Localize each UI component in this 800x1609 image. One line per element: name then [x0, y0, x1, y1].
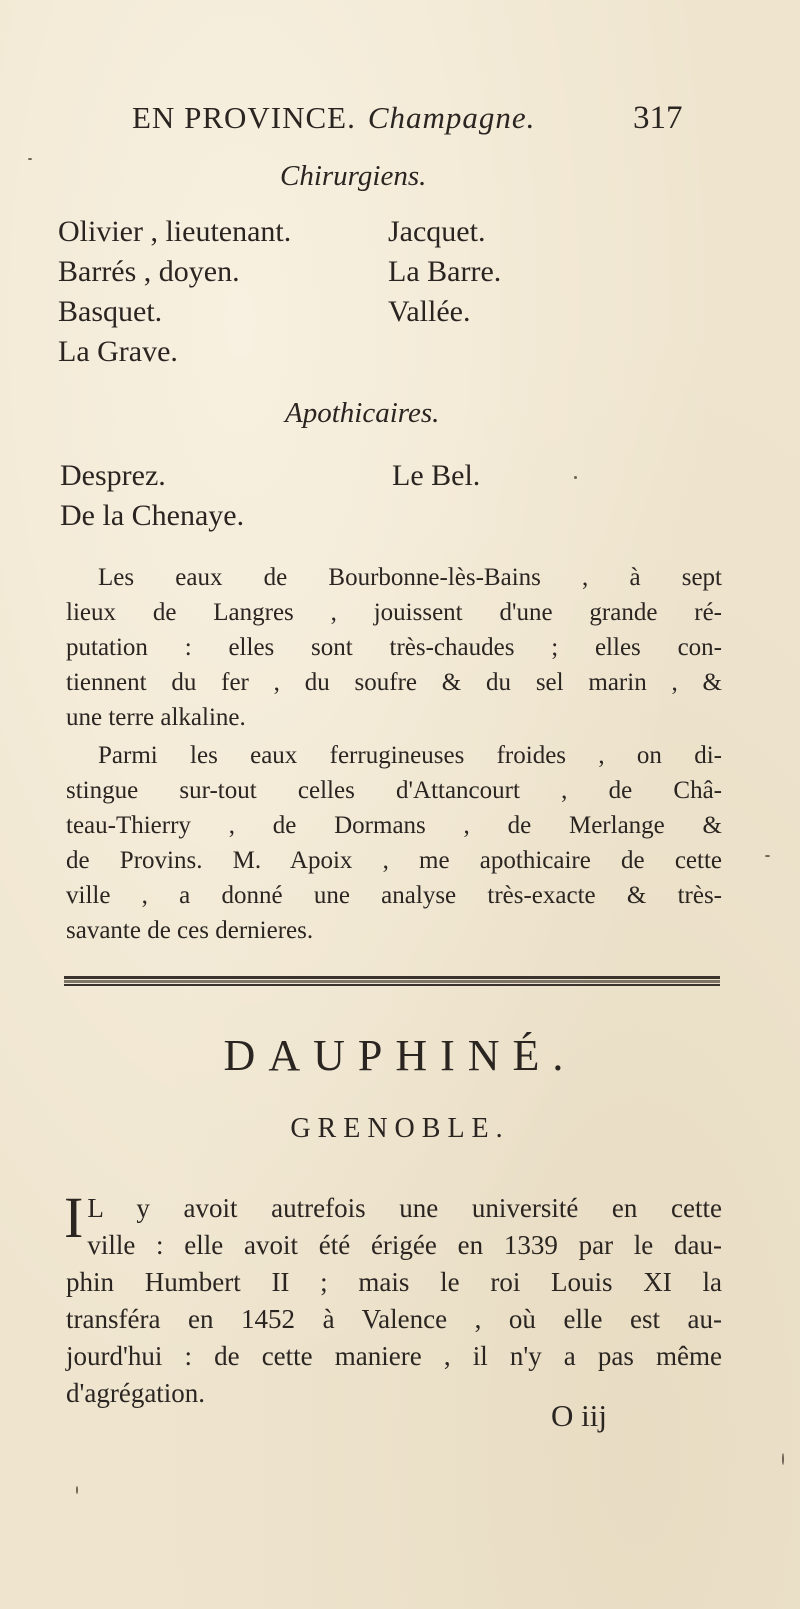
signature-mark: O iij — [551, 1398, 607, 1433]
text-line: une terre alkaline. — [66, 704, 246, 731]
text-line: savante de ces dernieres. — [66, 917, 314, 944]
text-line: phin Humbert II ; mais le roi Louis XI la — [66, 1267, 722, 1297]
text-line: teau-Thierry , de Dormans , de Merlange & — [66, 812, 722, 839]
text-line: putation : elles sont très-chaudes ; elles con- — [66, 634, 722, 661]
page-number: 317 — [633, 100, 683, 136]
apothecary-entry: De la Chenaye. — [60, 499, 245, 532]
text-line: ville : elle avoit été érigée en 1339 par le dau- — [87, 1230, 722, 1260]
surgeon-entry: Jacquet. — [388, 215, 486, 248]
paper-speck — [782, 1453, 784, 1465]
paragraph-ferrugineuses — [66, 738, 722, 948]
apothecary-entry: Le Bel. — [392, 459, 481, 492]
ornamental-rule — [64, 975, 720, 987]
drop-cap: I — [64, 1185, 84, 1250]
text-line: de Provins. M. Apoix , me apothicaire de cette — [66, 847, 722, 874]
apothecaries-title: Apothicaires. — [285, 397, 440, 429]
text-line: ville , a donné une analyse très-exacte & très- — [66, 882, 722, 909]
surgeon-entry: Barrés , doyen. — [58, 255, 240, 288]
paper-speck — [28, 158, 32, 160]
paper-speck — [574, 476, 577, 479]
province-heading: DAUPHINÉ. — [223, 1031, 577, 1080]
paper-speck — [76, 1486, 78, 1494]
surgeon-entry: Basquet. — [58, 295, 163, 328]
text-line: lieux de Langres , jouissent d'une grande ré- — [66, 599, 722, 626]
text-line: L y avoit autrefois une université en cette — [87, 1193, 722, 1223]
text-line: d'agrégation. — [66, 1378, 206, 1408]
text-line: Parmi les eaux ferrugineuses froides , on di- — [98, 742, 722, 769]
paragraph-grenoble — [64, 1185, 722, 1412]
text-line: transféra en 1452 à Valence , où elle est au- — [66, 1304, 722, 1334]
paragraph-bourbonne — [66, 560, 722, 735]
paper-speck — [765, 855, 770, 857]
running-head-region: Champagne. — [367, 100, 536, 135]
surgeon-entry: La Barre. — [388, 255, 502, 288]
text-line: stingue sur-tout celles d'Attancourt , de Châ- — [66, 777, 722, 804]
text-line: jourd'hui : de cette maniere , il n'y a pas même — [66, 1341, 722, 1371]
running-head — [132, 100, 535, 136]
apothecary-entry: Desprez. — [60, 459, 166, 492]
city-heading: GRENOBLE. — [290, 1113, 510, 1144]
running-head-text: EN PROVINCE. — [132, 100, 356, 135]
surgeon-entry: Olivier , lieutenant. — [58, 215, 292, 248]
surgeons-title: Chirurgiens. — [280, 160, 427, 192]
text-line: tiennent du fer , du soufre & du sel marin , & — [66, 669, 722, 696]
surgeon-entry: La Grave. — [58, 335, 178, 368]
surgeon-entry: Vallée. — [388, 295, 471, 328]
text-line: Les eaux de Bourbonne-lès-Bains , à sept — [98, 564, 722, 591]
